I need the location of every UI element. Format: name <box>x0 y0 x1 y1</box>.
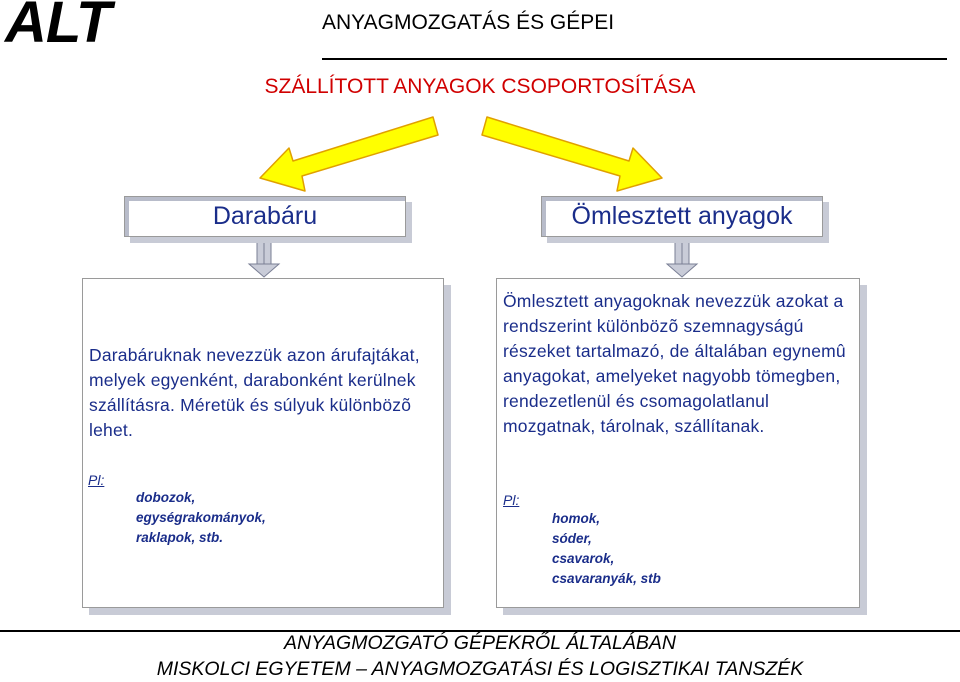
list-item: homok, <box>552 511 601 526</box>
header-title: ANYAGMOZGATÁS ÉS GÉPEI <box>322 11 615 34</box>
down-arrow-right-icon <box>667 238 697 277</box>
description-text: Darabáruknak nevezzük azon árufajtákat, melyek egyenként, darabonként kerülnek szállításra. Méretük és súlyuk különbözõ lehet. <box>89 345 420 440</box>
yellow-arrow-right-icon <box>482 117 662 191</box>
category-label: Darabáru <box>212 202 318 230</box>
category-omlesztett <box>541 196 823 237</box>
logo: ALT <box>5 0 111 55</box>
category-darabaru <box>124 196 406 237</box>
yellow-arrow-left-icon <box>260 117 438 191</box>
list-item: dobozok, <box>136 490 196 505</box>
description-text: Ömlesztett anyagoknak nevezzük azokat a rendszerint különbözõ szemnagyságú részeket tartalmazó, de általában egynemû anyagokat, amelyeket nagyobb tömegben, rendezetlenül és csomagolatlanul mozgatnak, tárolnak, szállítanak. <box>503 291 846 436</box>
example-list <box>552 509 661 589</box>
list-item: csavaranyák, stb <box>552 571 661 586</box>
list-item: csavarok, <box>552 551 615 566</box>
list-item: egységrakományok, <box>136 510 266 525</box>
list-item: raklapok, stb. <box>136 530 224 545</box>
down-arrow-left-icon <box>249 238 279 277</box>
footer-subject: ANYAGMOZGATÓ GÉPEKRŐL ÁLTALÁBAN <box>284 632 676 654</box>
example-list <box>136 488 266 548</box>
description-box-darabaru <box>82 278 444 608</box>
list-item: sóder, <box>552 531 592 546</box>
category-label: Ömlesztett anyagok <box>571 202 793 230</box>
example-label: Pl: <box>88 472 105 488</box>
description-box-omlesztett <box>496 278 860 608</box>
example-label: Pl: <box>503 492 520 508</box>
footer-institution: MISKOLCI EGYETEM – ANYAGMOZGATÁSI ÉS LOGISZTIKAI TANSZÉK <box>156 658 804 680</box>
page-title: SZÁLLÍTOTT ANYAGOK CSOPORTOSÍTÁSA <box>264 75 696 98</box>
